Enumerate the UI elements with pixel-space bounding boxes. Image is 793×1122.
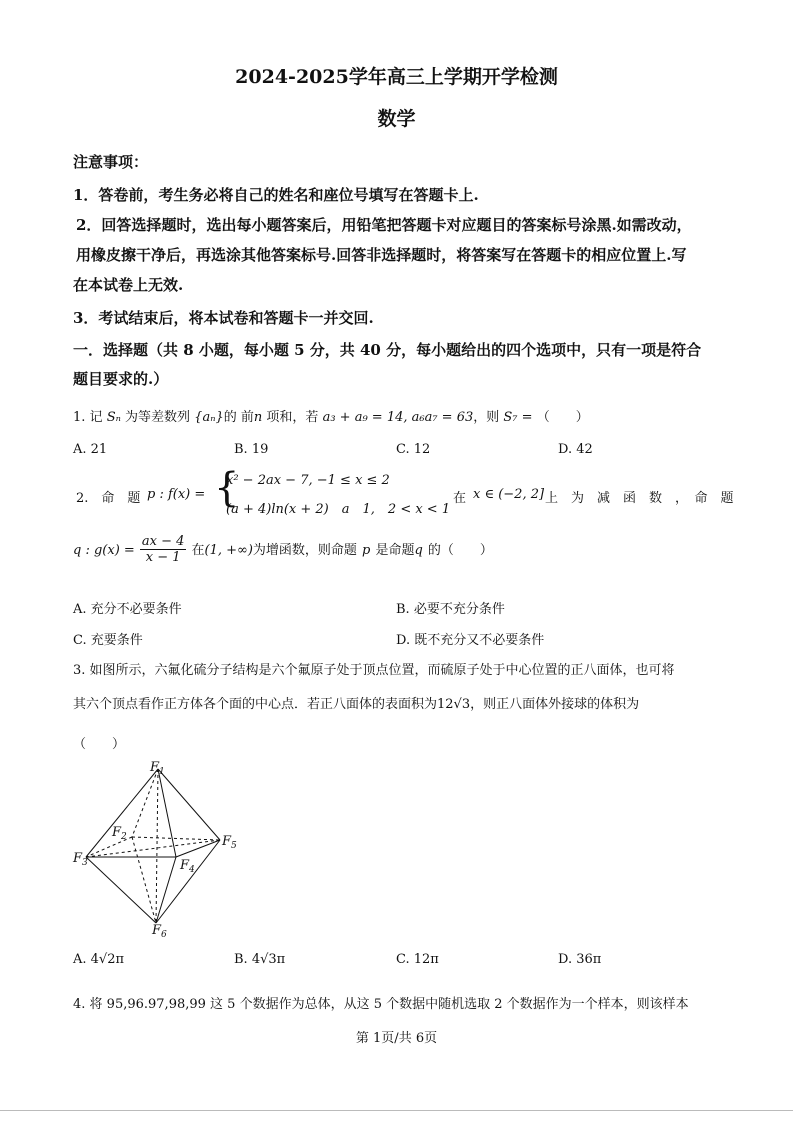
q1-prefix: 1. 记 bbox=[73, 410, 103, 425]
q1-option-a: A. 21 bbox=[73, 442, 108, 457]
q3-option-b: B. 4√3π bbox=[234, 952, 286, 967]
label-f3: $F_3$ bbox=[73, 851, 88, 868]
edge-f4-f6 bbox=[156, 857, 176, 923]
q2-domain: x ∈ (−2, 2] bbox=[473, 487, 545, 502]
q2-text6: 的（ ） bbox=[427, 543, 493, 558]
q1-condition: a₃ + a₉ = 14, a₆a₇ = 63 bbox=[322, 410, 474, 425]
q3-paren: （ ） bbox=[73, 737, 126, 752]
q2-option-d: D. 既不充分又不必要条件 bbox=[396, 633, 545, 648]
q3-area: 12√3 bbox=[437, 697, 471, 712]
edge-f1-f4 bbox=[158, 769, 176, 857]
note-3: 3．考试结束后，将本试卷和答题卡一并交回. bbox=[73, 309, 374, 327]
q1-text4: 项和，若 bbox=[266, 410, 319, 425]
q3-line2a: 其六个顶点看作正方体各个面的中心点．若正八面体的表面积为 bbox=[73, 697, 438, 712]
question-1 bbox=[73, 406, 589, 425]
notes-heading: 注意事项： bbox=[73, 153, 149, 171]
note-2-line2: 用橡皮擦干净后，再选涂其他答案标号.回答非选择题时，将答案写在答题卡的相应位置上.写 bbox=[76, 246, 687, 264]
q2-text5: 是命题 bbox=[375, 543, 415, 558]
q2-text2: 上 为 减 函 数 ， 命 题 bbox=[545, 491, 734, 506]
label-f2: $F_2$ bbox=[112, 825, 127, 842]
q2-case2: (a + 4)ln(x + 2) a 1, 2 < x < 1 bbox=[226, 502, 451, 517]
axis-f1-f6 bbox=[156, 769, 158, 923]
label-f1: $F_1$ bbox=[150, 760, 165, 777]
q3-option-d: D. 36π bbox=[558, 952, 602, 967]
q2-numerator: ax − 4 bbox=[141, 534, 185, 549]
q2-option-c: C. 充要条件 bbox=[73, 633, 143, 648]
axis-f3-f5 bbox=[86, 840, 220, 857]
q1-text3: 前 bbox=[240, 410, 254, 425]
q1-text2: 的 bbox=[223, 410, 237, 425]
q2-option-b: B. 必要不充分条件 bbox=[396, 602, 505, 617]
q3-option-c: C. 12π bbox=[396, 952, 439, 967]
q1-Sn: Sₙ bbox=[106, 410, 121, 425]
edge-f1-f3 bbox=[86, 769, 158, 857]
q1-option-c: C. 12 bbox=[396, 442, 431, 457]
label-f6: $F_6$ bbox=[152, 923, 167, 940]
q2-denominator: x − 1 bbox=[145, 550, 181, 565]
q2-prefix: 2. 命 题 bbox=[76, 491, 141, 506]
q1-an: {aₙ} bbox=[194, 410, 224, 425]
q2-text4: 为增函数，则命题 bbox=[252, 543, 357, 558]
q2-case1: x² − 2ax − 7, −1 ≤ x ≤ 2 bbox=[226, 473, 390, 488]
q2-p-var: p bbox=[362, 543, 371, 558]
q4-line1: 4. 将 95,96.97,98,99 这 5 个数据作为总体，从这 5 个数据中随机选取 2 个数据作为一个样本，则该样本 bbox=[73, 997, 689, 1012]
q3-line1: 3. 如图所示，六氟化硫分子结构是六个氟原子处于顶点位置，而硫原子处于中心位置的正八面体，也可将 bbox=[73, 663, 675, 678]
q2-text3: 在 bbox=[191, 543, 205, 558]
q1-paren: （ ） bbox=[536, 410, 589, 425]
page-number: 第 1页/共 6页 bbox=[355, 1031, 438, 1046]
q2-p-def: p : f(x) = bbox=[147, 487, 206, 502]
q2-fraction bbox=[140, 534, 187, 565]
q2-text1: 在 bbox=[453, 491, 467, 506]
q2-q-def: q : g(x) = bbox=[73, 543, 135, 558]
q2-line2 bbox=[73, 534, 493, 565]
note-2-line1: 2．回答选择题时，选出每小题答案后，用铅笔把答题卡对应题目的答案标号涂黑.如需改动， bbox=[76, 216, 692, 234]
edge-f3-f6 bbox=[86, 857, 156, 923]
q3-line2b: ，则正八面体外接球的体积为 bbox=[470, 697, 640, 712]
subject-title: 数学 bbox=[377, 108, 416, 130]
q1-text5: ，则 bbox=[473, 410, 500, 425]
q3-line2 bbox=[73, 693, 639, 712]
q2-q-var: q bbox=[414, 543, 423, 558]
edge-f2-f6 bbox=[132, 837, 156, 923]
note-1: 1．答卷前，考生务必将自己的姓名和座位号填写在答题卡上. bbox=[73, 186, 479, 204]
edge-f1-f2 bbox=[132, 769, 158, 837]
q1-S7: S₇ = bbox=[503, 410, 533, 425]
q1-option-b: B. 19 bbox=[234, 442, 269, 457]
q1-option-d: D. 42 bbox=[558, 442, 593, 457]
exam-title: 2024-2025学年高三上学期开学检测 bbox=[235, 66, 558, 88]
edge-f1-f5 bbox=[158, 769, 220, 840]
label-f5: $F_5$ bbox=[222, 834, 237, 851]
section1-line1: 一．选择题（共 8 小题，每小题 5 分，共 40 分，每小题给出的四个选项中，只有一项是符合 bbox=[73, 341, 702, 359]
label-f4: $F_4$ bbox=[180, 858, 195, 875]
q2-interval: (1, +∞) bbox=[204, 543, 253, 558]
q2-brace: { bbox=[214, 465, 240, 511]
page-bottom-rule bbox=[0, 1110, 793, 1111]
q3-option-a: A. 4√2π bbox=[73, 952, 125, 967]
octahedron-figure bbox=[70, 755, 250, 940]
q1-n: n bbox=[253, 410, 263, 425]
edge-f2-f5 bbox=[132, 837, 220, 840]
note-2-line3: 在本试卷上无效. bbox=[73, 276, 184, 294]
q1-text1: 为等差数列 bbox=[125, 410, 191, 425]
section1-line2: 题目要求的.） bbox=[73, 370, 169, 388]
q2-option-a: A. 充分不必要条件 bbox=[73, 602, 182, 617]
